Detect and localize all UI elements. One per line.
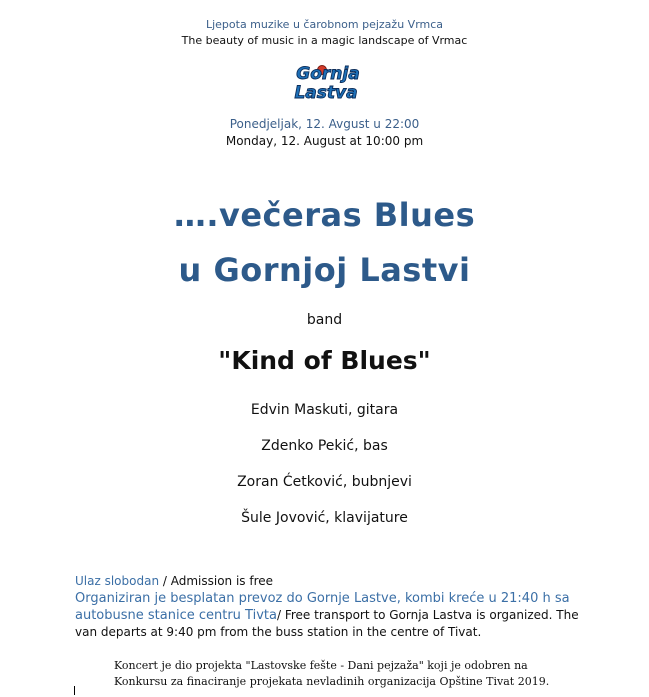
- transport-separator: /: [276, 608, 285, 622]
- text-cursor: [74, 686, 75, 695]
- headline: [0, 188, 649, 298]
- member-4: Šule Jovović, klavijature: [241, 510, 408, 526]
- tagline-english: The beauty of music in a magic landscape of Vrmac: [181, 34, 468, 47]
- transport-english: Free transport to Gornja Lastva is organized. The van departs at 9:40 pm from the buss station in the centre of Tivat.: [75, 608, 579, 639]
- logo-line1: Gornja: [296, 64, 360, 84]
- admission-line: [75, 573, 595, 590]
- admission-english: Admission is free: [170, 574, 274, 588]
- event-info: [75, 573, 595, 641]
- date-english: Monday, 12. August at 10:00 pm: [225, 134, 424, 148]
- headline-line1: ….večeras Blues: [173, 196, 476, 234]
- date-local: Ponedjeljak, 12. Avgust u 22:00: [229, 117, 420, 131]
- member-2: Zdenko Pekić, bas: [261, 438, 388, 454]
- logo-line2: Lastva: [294, 83, 358, 102]
- member-1: Edvin Maskuti, gitara: [250, 402, 399, 418]
- project-footer: Koncert je dio projekta "Lastovske fešte - Dani pejzaža" koji je odobren na Konkursu za finaciranje projekata nevladinih organizacija Opštine Tivat 2019.: [114, 659, 550, 688]
- band-name: "Kind of Blues": [218, 346, 431, 375]
- admission-separator: /: [159, 574, 171, 588]
- member-3: Zoran Ćetković, bubnjevi: [237, 474, 412, 490]
- headline-line2: u Gornjoj Lastvi: [178, 251, 471, 289]
- gornja-lastva-logo: [282, 62, 370, 102]
- transport-local: Organiziran je besplatan prevoz do Gornje Lastve, kombi kreće u 21:40 h sa autobusne stanice centru Tivta: [75, 591, 570, 623]
- admission-local: Ulaz slobodan: [75, 574, 160, 588]
- transport-text: [75, 590, 595, 641]
- tagline-local: Ljepota muzike u čarobnom pejzažu Vrmca: [205, 18, 444, 31]
- band-label: band: [306, 312, 343, 328]
